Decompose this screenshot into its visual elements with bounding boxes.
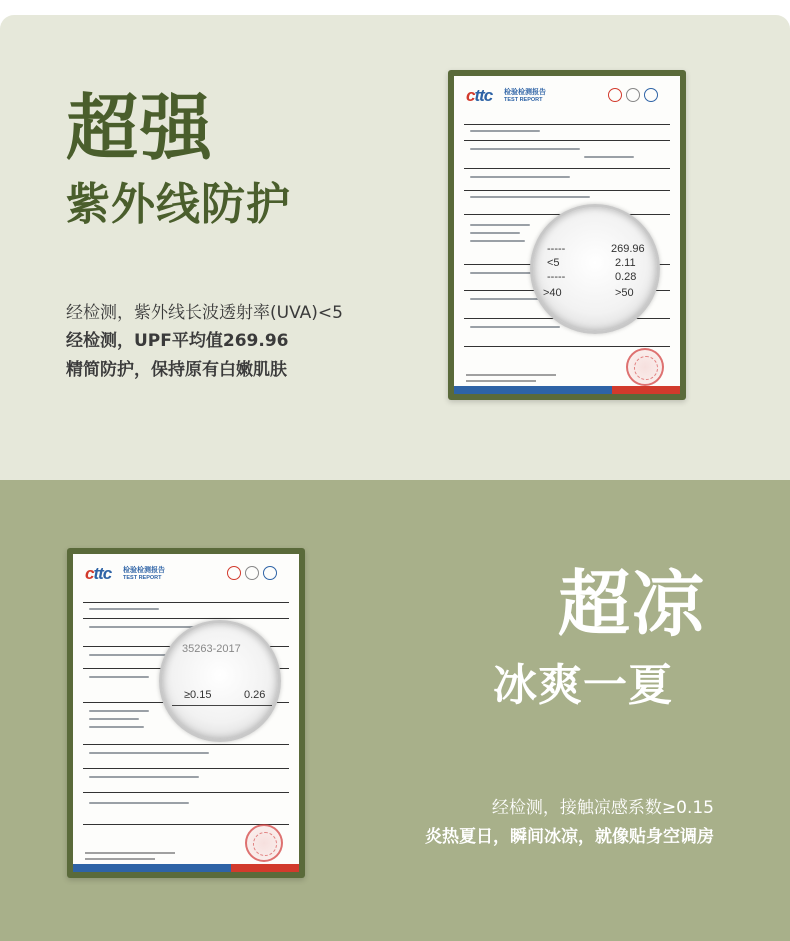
cool-line-summer: 炎热夏日，瞬间冰凉，就像贴身空调房 [425, 827, 714, 847]
cert-title-cn: 检验检测报告 [123, 567, 165, 574]
cool-subheadline: 冰爽一夏 [493, 660, 673, 711]
red-official-stamp [626, 348, 664, 386]
magnifier-lens: 35263-2017 ≥0.15 0.26 [159, 620, 281, 742]
uv-line-upf: 经检测，UPF平均值269.96 [66, 331, 289, 351]
uv-line-skin: 精简防护，保持原有白嫩肌肤 [66, 360, 287, 380]
red-official-stamp [245, 824, 283, 862]
uv-line-uva: 经检测，紫外线长波透射率(UVA)<5 [66, 303, 343, 323]
cma-seal-icon [608, 88, 622, 102]
cert-title-en: TEST REPORT [504, 97, 543, 103]
uv-subheadline: 紫外线防护 [66, 179, 291, 230]
cool-test-certificate [67, 548, 305, 878]
ilac-seal-icon [626, 88, 640, 102]
cert-title-cn: 检验检测报告 [504, 89, 546, 96]
cert-footer-bar [454, 386, 680, 394]
cnas-seal-icon [644, 88, 658, 102]
cttc-logo: cttc [85, 564, 112, 583]
cttc-logo: cttc [466, 86, 493, 105]
uv-test-certificate [448, 70, 686, 400]
cert-footer-bar [73, 864, 299, 872]
uv-headline: 超强 [66, 86, 215, 170]
ilac-seal-icon [245, 566, 259, 580]
cma-seal-icon [227, 566, 241, 580]
cert-title-en: TEST REPORT [123, 575, 162, 581]
cool-headline: 超凉 [558, 562, 707, 646]
cnas-seal-icon [263, 566, 277, 580]
magnifier-lens: ----- 269.96 <5 2.11 ----- 0.28 >40 >50 [530, 204, 660, 334]
cool-line-coefficient: 经检测，接触凉感系数≥0.15 [491, 798, 714, 818]
